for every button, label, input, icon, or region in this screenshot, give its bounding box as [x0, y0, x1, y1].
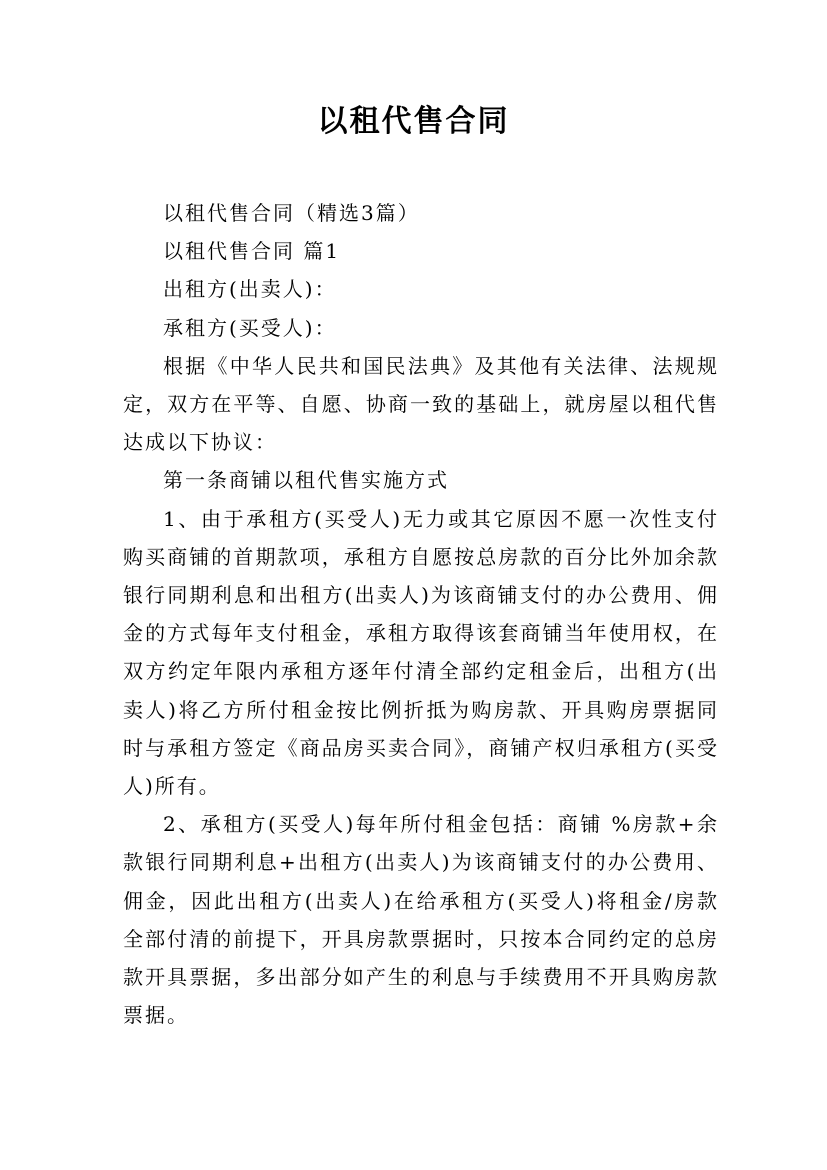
lessee-line: 承租方(买受人)：: [163, 315, 337, 340]
document-body: [123, 194, 719, 1034]
section-heading: 以租代售合同 篇1: [163, 239, 341, 264]
article-heading: 第一条商铺以租代售实施方式: [163, 468, 449, 493]
clause-2: 2、承租方(买受人)每年所付租金包括：商铺 %房款+余款银行同期利息+出租方(出卖人)为该商铺支付的办公费用、佣金，因此出租方(出卖人)在给承租方(买受人)将租金/房款全部付清的前提下，开具房款票据时，只按本合同约定的总房款开具票据，多出部分如产生的利息与手续费用不开具购房款票据。: [123, 812, 719, 1028]
clause-1: 1、由于承租方(买受人)无力或其它原因不愿一次性支付购买商铺的首期款项，承租方自愿按总房款的百分比外加余款银行同期利息和出租方(出卖人)为该商铺支付的办公费用、佣金的方式每年支付租金，承租方取得该套商铺当年使用权，在双方约定年限内承租方逐年付清全部约定租金后，出租方(出卖人)将乙方所付租金按比例折抵为购房款、开具购房票据同时与承租方签定《商品房买卖合同》，商铺产权归承租方(买受人)所有。: [123, 506, 719, 799]
lessor-line: 出租方(出卖人)：: [163, 277, 337, 302]
document-title: 以租代售合同: [317, 104, 510, 139]
subtitle-selection: 以租代售合同（精选3篇）: [163, 201, 420, 225]
preamble-paragraph: 根据《中华人民共和国民法典》及其他有关法律、法规规定，双方在平等、自愿、协商一致的基础上，就房屋以租代售达成以下协议：: [123, 353, 719, 455]
